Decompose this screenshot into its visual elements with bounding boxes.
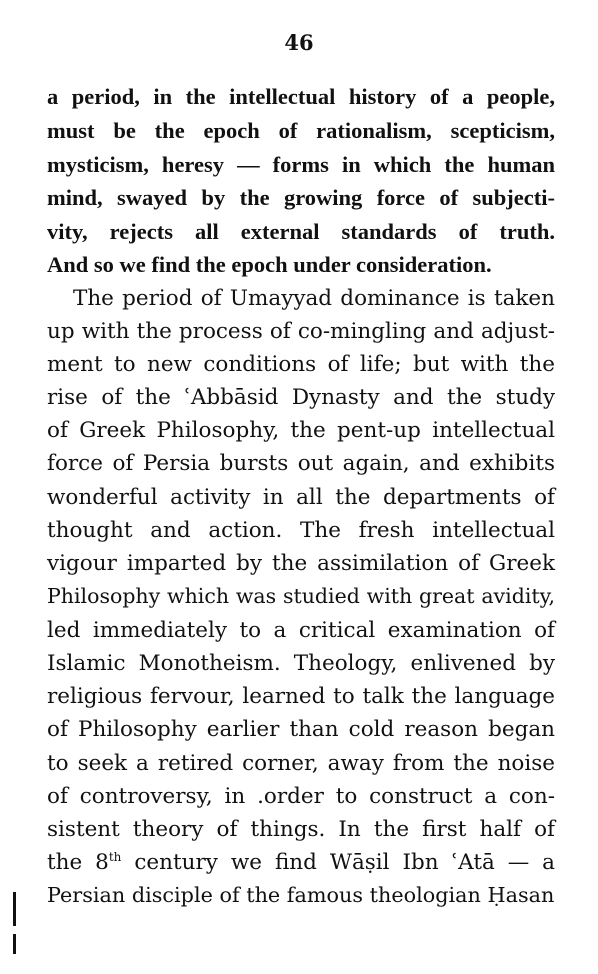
text-line	[47, 846, 555, 879]
text-line: of Philosophy earlier than cold reason began	[47, 717, 555, 742]
text-line: mysticism, heresy — forms in which the human	[47, 152, 555, 177]
text-line: Persian disciple of the famous theologian Ḥasan	[47, 883, 555, 907]
margin-mark	[13, 892, 16, 926]
text-line: The period of Umayyad dominance is taken	[73, 286, 555, 311]
text-line: Philosophy which was studied with great avidity,	[47, 584, 555, 608]
text-line: force of Persia bursts out again, and exhibits	[47, 451, 555, 476]
text-line: And so we find the epoch under consideration.	[47, 252, 492, 277]
text-line: led immediately to a critical examination of	[47, 618, 555, 643]
text-line: to seek a retired corner, away from the noise	[47, 751, 555, 776]
page-number: 46	[284, 30, 314, 55]
text-line: sistent theory of things. In the first half of	[47, 817, 555, 842]
text-line: wonderful activity in all the departments of	[47, 485, 555, 510]
text-line: up with the process of co-mingling and adjust-	[47, 319, 555, 344]
text-line: a period, in the intellectual history of a people,	[47, 84, 555, 109]
text-line: ment to new conditions of life; but with the	[47, 352, 555, 377]
text-line: vigour imparted by the assimilation of Greek	[47, 551, 555, 576]
text-segment: century we find Wāṣil Ibn ʿAtā — a	[121, 850, 556, 875]
text-line: thought and action. The fresh intellectual	[47, 518, 555, 543]
text-line: religious fervour, learned to talk the language	[47, 684, 555, 709]
text-line: Islamic Monotheism. Theology, enlivened by	[47, 651, 555, 676]
ordinal-suffix: th	[108, 850, 122, 864]
text-segment: the 8	[47, 850, 109, 875]
text-line: of controversy, in .order to construct a con-	[47, 784, 555, 809]
text-line: rise of the ʿAbbāsid Dynasty and the study	[47, 385, 555, 410]
text-line: mind, swayed by the growing force of subjecti-	[47, 185, 555, 210]
text-line: of Greek Philosophy, the pent-up intellectual	[47, 418, 555, 443]
text-line: vity, rejects all external standards of truth.	[47, 219, 555, 244]
margin-mark	[13, 934, 16, 954]
text-line: must be the epoch of rationalism, scepticism,	[47, 118, 555, 143]
